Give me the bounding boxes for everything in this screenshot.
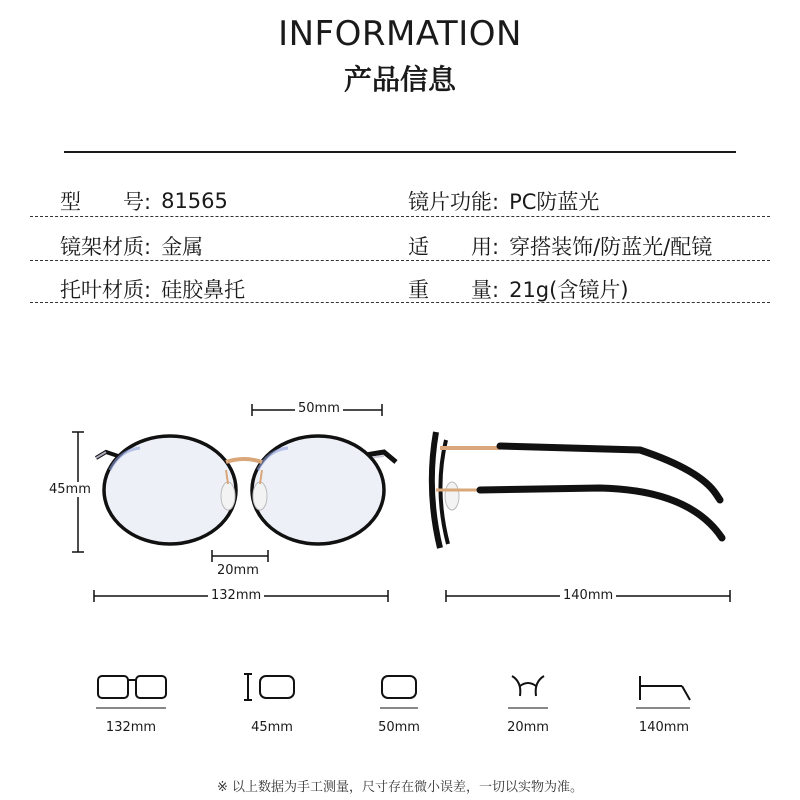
spec-frame-material-label: 镜架材质: xyxy=(60,235,152,259)
icon-caption-lens-width: 50mm xyxy=(378,720,420,735)
spec-nosepad-label: 托叶材质: xyxy=(60,278,152,302)
spec-usage-label: 适 用: xyxy=(408,235,500,259)
icon-caption-frame-width: 132mm xyxy=(105,720,157,735)
spec-weight-label: 重 量: xyxy=(408,278,500,302)
lens-height-icon xyxy=(244,674,294,700)
measurement-disclaimer: ※ 以上数据为手工测量，尺寸存在微小误差，一切以实物为准。 xyxy=(216,780,584,795)
icon-caption-temple-length: 140mm xyxy=(638,720,690,735)
spec-nosepad-value: 硅胶鼻托 xyxy=(161,278,246,302)
spec-frame-material-value: 金属 xyxy=(161,235,204,259)
lens-width-icon xyxy=(380,676,418,708)
title-english: INFORMATION xyxy=(278,14,522,54)
frame-width-label: 132mm xyxy=(208,588,264,603)
icon-caption-lens-height: 45mm xyxy=(251,720,293,735)
frame-width-icon xyxy=(96,676,166,708)
spec-model-value: 81565 xyxy=(161,189,228,213)
spec-lens-function-value: PC防蓝光 xyxy=(509,190,600,214)
lens-width-label: 50mm xyxy=(295,401,343,416)
spec-weight-value: 21g(含镜片) xyxy=(509,278,629,302)
spec-model-label: 型 号: xyxy=(60,190,152,214)
temple-length-icon xyxy=(636,676,690,708)
icon-caption-bridge: 20mm xyxy=(507,720,549,735)
spec-usage-value: 穿搭装饰/防蓝光/配镜 xyxy=(509,235,713,259)
temple-length-label: 140mm xyxy=(560,588,616,603)
spec-lens-function-label: 镜片功能: xyxy=(408,190,500,214)
bridge-width-icon xyxy=(508,676,548,708)
lens-height-label: 45mm xyxy=(46,482,94,497)
title-chinese: 产品信息 xyxy=(343,63,456,96)
bridge-label: 20mm xyxy=(214,563,262,578)
